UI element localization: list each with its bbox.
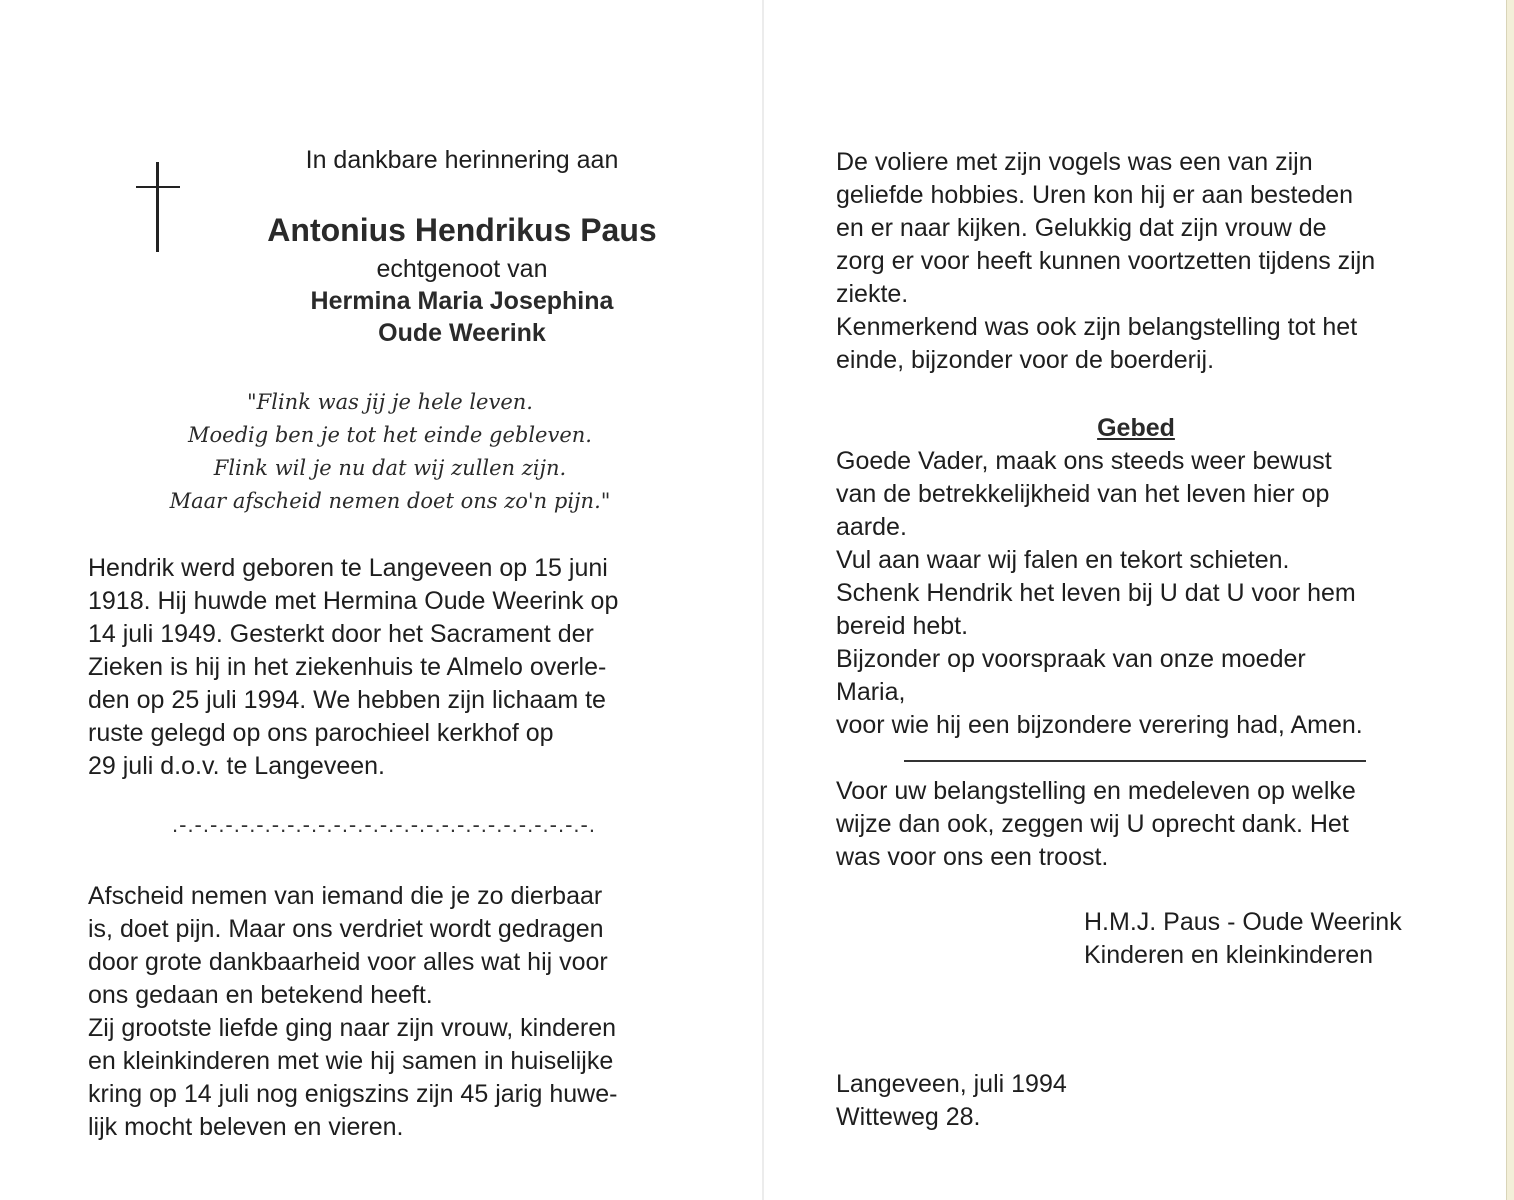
spouse-name [232, 285, 692, 349]
poem-line: Moedig ben je tot het einde gebleven. [188, 423, 592, 447]
hobby-line: geliefde hobbies. Uren kon hij er aan besteden [836, 181, 1354, 209]
signature-line: H.M.J. Paus - Oude Weerink [1084, 908, 1402, 936]
bio-line: 1918. Hij huwde met Hermina Oude Weerink op [88, 587, 619, 615]
poem-line: Maar afscheid nemen doet ons zo'n pijn." [169, 489, 611, 513]
prayer-line: Schenk Hendrik het leven bij U dat U voor hem [836, 579, 1356, 607]
address-block [836, 1068, 1236, 1134]
hobby-line: De voliere met zijn vogels was een van zijn [836, 148, 1313, 176]
prayer-line: Goede Vader, maak ons steeds weer bewust [836, 447, 1332, 475]
cross-horizontal [136, 186, 180, 188]
poem-line: "Flink was jij je hele leven. [247, 390, 533, 414]
solid-separator [904, 760, 1366, 762]
farewell-line: is, doet pijn. Maar ons verdriet wordt gedragen [88, 915, 604, 943]
dashed-separator: .-.-.-.-.-.-.-.-.-.-.-.-.-.-.-.-.-.-.-.-.-.-.-.-.-.-.-. [172, 812, 596, 837]
farewell-line: Afscheid nemen van iemand die je zo dierbaar [88, 882, 603, 910]
prayer-line: bereid hebt. [836, 612, 969, 640]
bio-line: ruste gelegd op ons parochieel kerkhof op [88, 719, 554, 747]
farewell-line: Zij grootste liefde ging naar zijn vrouw, kinderen [88, 1014, 617, 1042]
poem-line: Flink wil je nu dat wij zullen zijn. [213, 456, 567, 480]
spouse-name-line: Hermina Maria Josephina [310, 287, 614, 315]
thanks-paragraph [836, 775, 1456, 874]
bio-line: 14 juli 1949. Gesterkt door het Sacrament der [88, 620, 594, 648]
bio-line: Hendrik werd geboren te Langeveen op 15 juni [88, 554, 608, 582]
intro-line: In dankbare herinnering aan [305, 146, 619, 174]
prayer-line: Vul aan waar wij falen en tekort schieten. [836, 546, 1290, 574]
spouse-of-label: echtgenoot van [376, 255, 548, 283]
deceased-name: Antonius Hendrikus Paus [267, 212, 657, 248]
prayer-paragraph [836, 445, 1456, 742]
address-line: Witteweg 28. [836, 1103, 981, 1131]
thanks-line: was voor ons een troost. [836, 843, 1109, 871]
farewell-line: ons gedaan en betekend heeft. [88, 981, 433, 1009]
prayer-line: Bijzonder op voorspraak van onze moeder [836, 645, 1306, 673]
farewell-line: kring op 14 juli nog enigszins zijn 45 jarig huwe- [88, 1080, 618, 1108]
card-edge [1506, 0, 1514, 1200]
bio-line: den op 25 juli 1994. We hebben zijn lichaam te [88, 686, 606, 714]
family-signature [1084, 906, 1484, 972]
memorial-poem [150, 386, 630, 518]
signature-line: Kinderen en kleinkinderen [1084, 941, 1374, 969]
thanks-line: Voor uw belangstelling en medeleven op welke [836, 777, 1356, 805]
address-line: Langeveen, juli 1994 [836, 1070, 1067, 1098]
bio-line: 29 juli d.o.v. te Langeveen. [88, 752, 385, 780]
farewell-line: door grote dankbaarheid voor alles wat hij voor [88, 948, 608, 976]
farewell-line: en kleinkinderen met wie hij samen in huiselijke [88, 1047, 614, 1075]
farewell-paragraph [88, 880, 688, 1144]
cross-icon [136, 162, 180, 252]
prayer-line: aarde. [836, 513, 907, 541]
cross-vertical [156, 162, 159, 252]
hobby-line: einde, bijzonder voor de boerderij. [836, 346, 1215, 374]
thanks-line: wijze dan ook, zeggen wij U oprecht dank. Het [836, 810, 1349, 838]
card-fold [762, 0, 764, 1200]
prayer-title: Gebed [1097, 414, 1175, 442]
hobby-paragraph [836, 146, 1456, 377]
farewell-line: lijk mocht beleven en vieren. [88, 1113, 404, 1141]
bio-line: Zieken is hij in het ziekenhuis te Almelo overle- [88, 653, 607, 681]
hobby-line: ziekte. [836, 280, 909, 308]
biography-paragraph [88, 552, 688, 783]
prayer-line: voor wie hij een bijzondere verering had, Amen. [836, 711, 1363, 739]
prayer-line: Maria, [836, 678, 906, 706]
prayer-line: van de betrekkelijkheid van het leven hier op [836, 480, 1330, 508]
hobby-line: zorg er voor heeft kunnen voortzetten tijdens zijn [836, 247, 1376, 275]
hobby-line: en er naar kijken. Gelukkig dat zijn vrouw de [836, 214, 1327, 242]
spouse-name-line: Oude Weerink [378, 319, 546, 347]
hobby-line: Kenmerkend was ook zijn belangstelling tot het [836, 313, 1358, 341]
